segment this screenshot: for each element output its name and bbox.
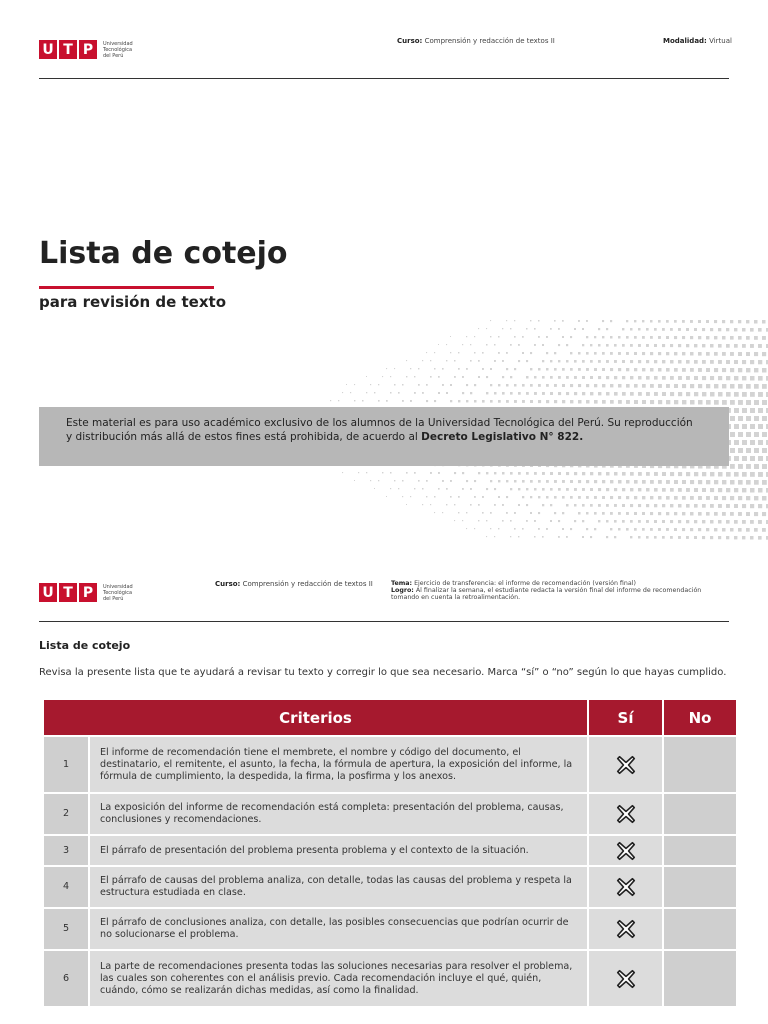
x-mark-icon bbox=[615, 754, 637, 776]
header-si: Sí bbox=[589, 700, 662, 735]
header-tema-logro: Tema: Ejercicio de transferencia: el informe de recomendación (versión final) Logro: Al finalizar la semana, el estudiante redacta la versión final del informe de recomendación tomando en cuenta la retroalimentación. bbox=[391, 580, 702, 601]
header-divider bbox=[39, 621, 729, 622]
logo-university-name: Universidad Tecnológica del Perú bbox=[103, 40, 133, 59]
si-cell[interactable] bbox=[589, 794, 662, 834]
page-title: Lista de cotejo bbox=[39, 236, 288, 271]
criterion-text: El informe de recomendación tiene el membrete, el nombre y código del documento, el destinatario, el remitente, el asunto, la fecha, la fórmula de apertura, la exposición del informe, la fórmula de cumplimiento, la despedida, la firma, la posfirma y los anexos. bbox=[90, 737, 587, 792]
table-header-row bbox=[44, 700, 736, 735]
row-number: 5 bbox=[44, 909, 88, 949]
table-row bbox=[44, 836, 736, 865]
x-mark-icon bbox=[615, 968, 637, 990]
utp-logo bbox=[39, 583, 139, 602]
header-curso: Curso: Comprensión y redacción de textos II bbox=[397, 37, 555, 45]
no-cell[interactable] bbox=[664, 836, 736, 865]
header-no: No bbox=[664, 700, 736, 735]
header-criterios: Criterios bbox=[44, 700, 587, 735]
row-number: 3 bbox=[44, 836, 88, 865]
table-row bbox=[44, 794, 736, 834]
logo-letter: U bbox=[39, 40, 57, 59]
utp-logo bbox=[39, 40, 139, 59]
logo-letter: P bbox=[79, 40, 97, 59]
row-number: 1 bbox=[44, 737, 88, 792]
table-row bbox=[44, 737, 736, 792]
section-heading: Lista de cotejo bbox=[39, 639, 131, 652]
si-cell[interactable] bbox=[589, 867, 662, 907]
row-number: 2 bbox=[44, 794, 88, 834]
copyright-notice: Este material es para uso académico exclusivo de los alumnos de la Universidad Tecnológica del Perú. Su reproducción y distribución más allá de estos fines está prohibida, de acuerdo al Decreto Legislativo N° 822. bbox=[39, 407, 729, 466]
page-subtitle: para revisión de texto bbox=[39, 293, 226, 311]
no-cell[interactable] bbox=[664, 951, 736, 1006]
checklist-table bbox=[42, 698, 738, 1008]
si-cell[interactable] bbox=[589, 909, 662, 949]
header-curso: Curso: Comprensión y redacción de textos II bbox=[215, 580, 373, 588]
logo-letter: P bbox=[79, 583, 97, 602]
row-number: 6 bbox=[44, 951, 88, 1006]
x-mark-icon bbox=[615, 918, 637, 940]
no-cell[interactable] bbox=[664, 867, 736, 907]
logo-letter: T bbox=[59, 40, 77, 59]
header-divider bbox=[39, 78, 729, 79]
no-cell[interactable] bbox=[664, 909, 736, 949]
table-row bbox=[44, 867, 736, 907]
logo-letter: T bbox=[59, 583, 77, 602]
logo-university-name: Universidad Tecnológica del Perú bbox=[103, 583, 133, 602]
si-cell[interactable] bbox=[589, 836, 662, 865]
row-number: 4 bbox=[44, 867, 88, 907]
x-mark-icon bbox=[615, 876, 637, 898]
criterion-text: El párrafo de conclusiones analiza, con detalle, las posibles consecuencias que podrían ocurrir de no solucionarse el problema. bbox=[90, 909, 587, 949]
si-cell[interactable] bbox=[589, 951, 662, 1006]
table-row bbox=[44, 951, 736, 1006]
si-cell[interactable] bbox=[589, 737, 662, 792]
title-accent-line bbox=[39, 286, 214, 289]
instructions-text: Revisa la presente lista que te ayudará a revisar tu texto y corregir lo que sea necesario. Marca “sí” o “no” según lo que hayas cumplido. bbox=[39, 667, 727, 678]
logo-letter: U bbox=[39, 583, 57, 602]
criterion-text: El párrafo de causas del problema analiza, con detalle, todas las causas del problema y respeta la estructura estudiada en clase. bbox=[90, 867, 587, 907]
criterion-text: La parte de recomendaciones presenta todas las soluciones necesarias para resolver el problema, las cuales son coherentes con el análisis previo. Cada recomendación incluye el qué, quién, cuándo, cómo se realizarán dichas medidas, así como la finalidad. bbox=[90, 951, 587, 1006]
x-mark-icon bbox=[615, 803, 637, 825]
criterion-text: El párrafo de presentación del problema presenta problema y el contexto de la situación. bbox=[90, 836, 587, 865]
x-mark-icon bbox=[615, 840, 637, 862]
no-cell[interactable] bbox=[664, 737, 736, 792]
criterion-text: La exposición del informe de recomendación está completa: presentación del problema, causas, conclusiones y recomendaciones. bbox=[90, 794, 587, 834]
table-row bbox=[44, 909, 736, 949]
no-cell[interactable] bbox=[664, 794, 736, 834]
header-modalidad: Modalidad: Virtual bbox=[663, 37, 732, 45]
